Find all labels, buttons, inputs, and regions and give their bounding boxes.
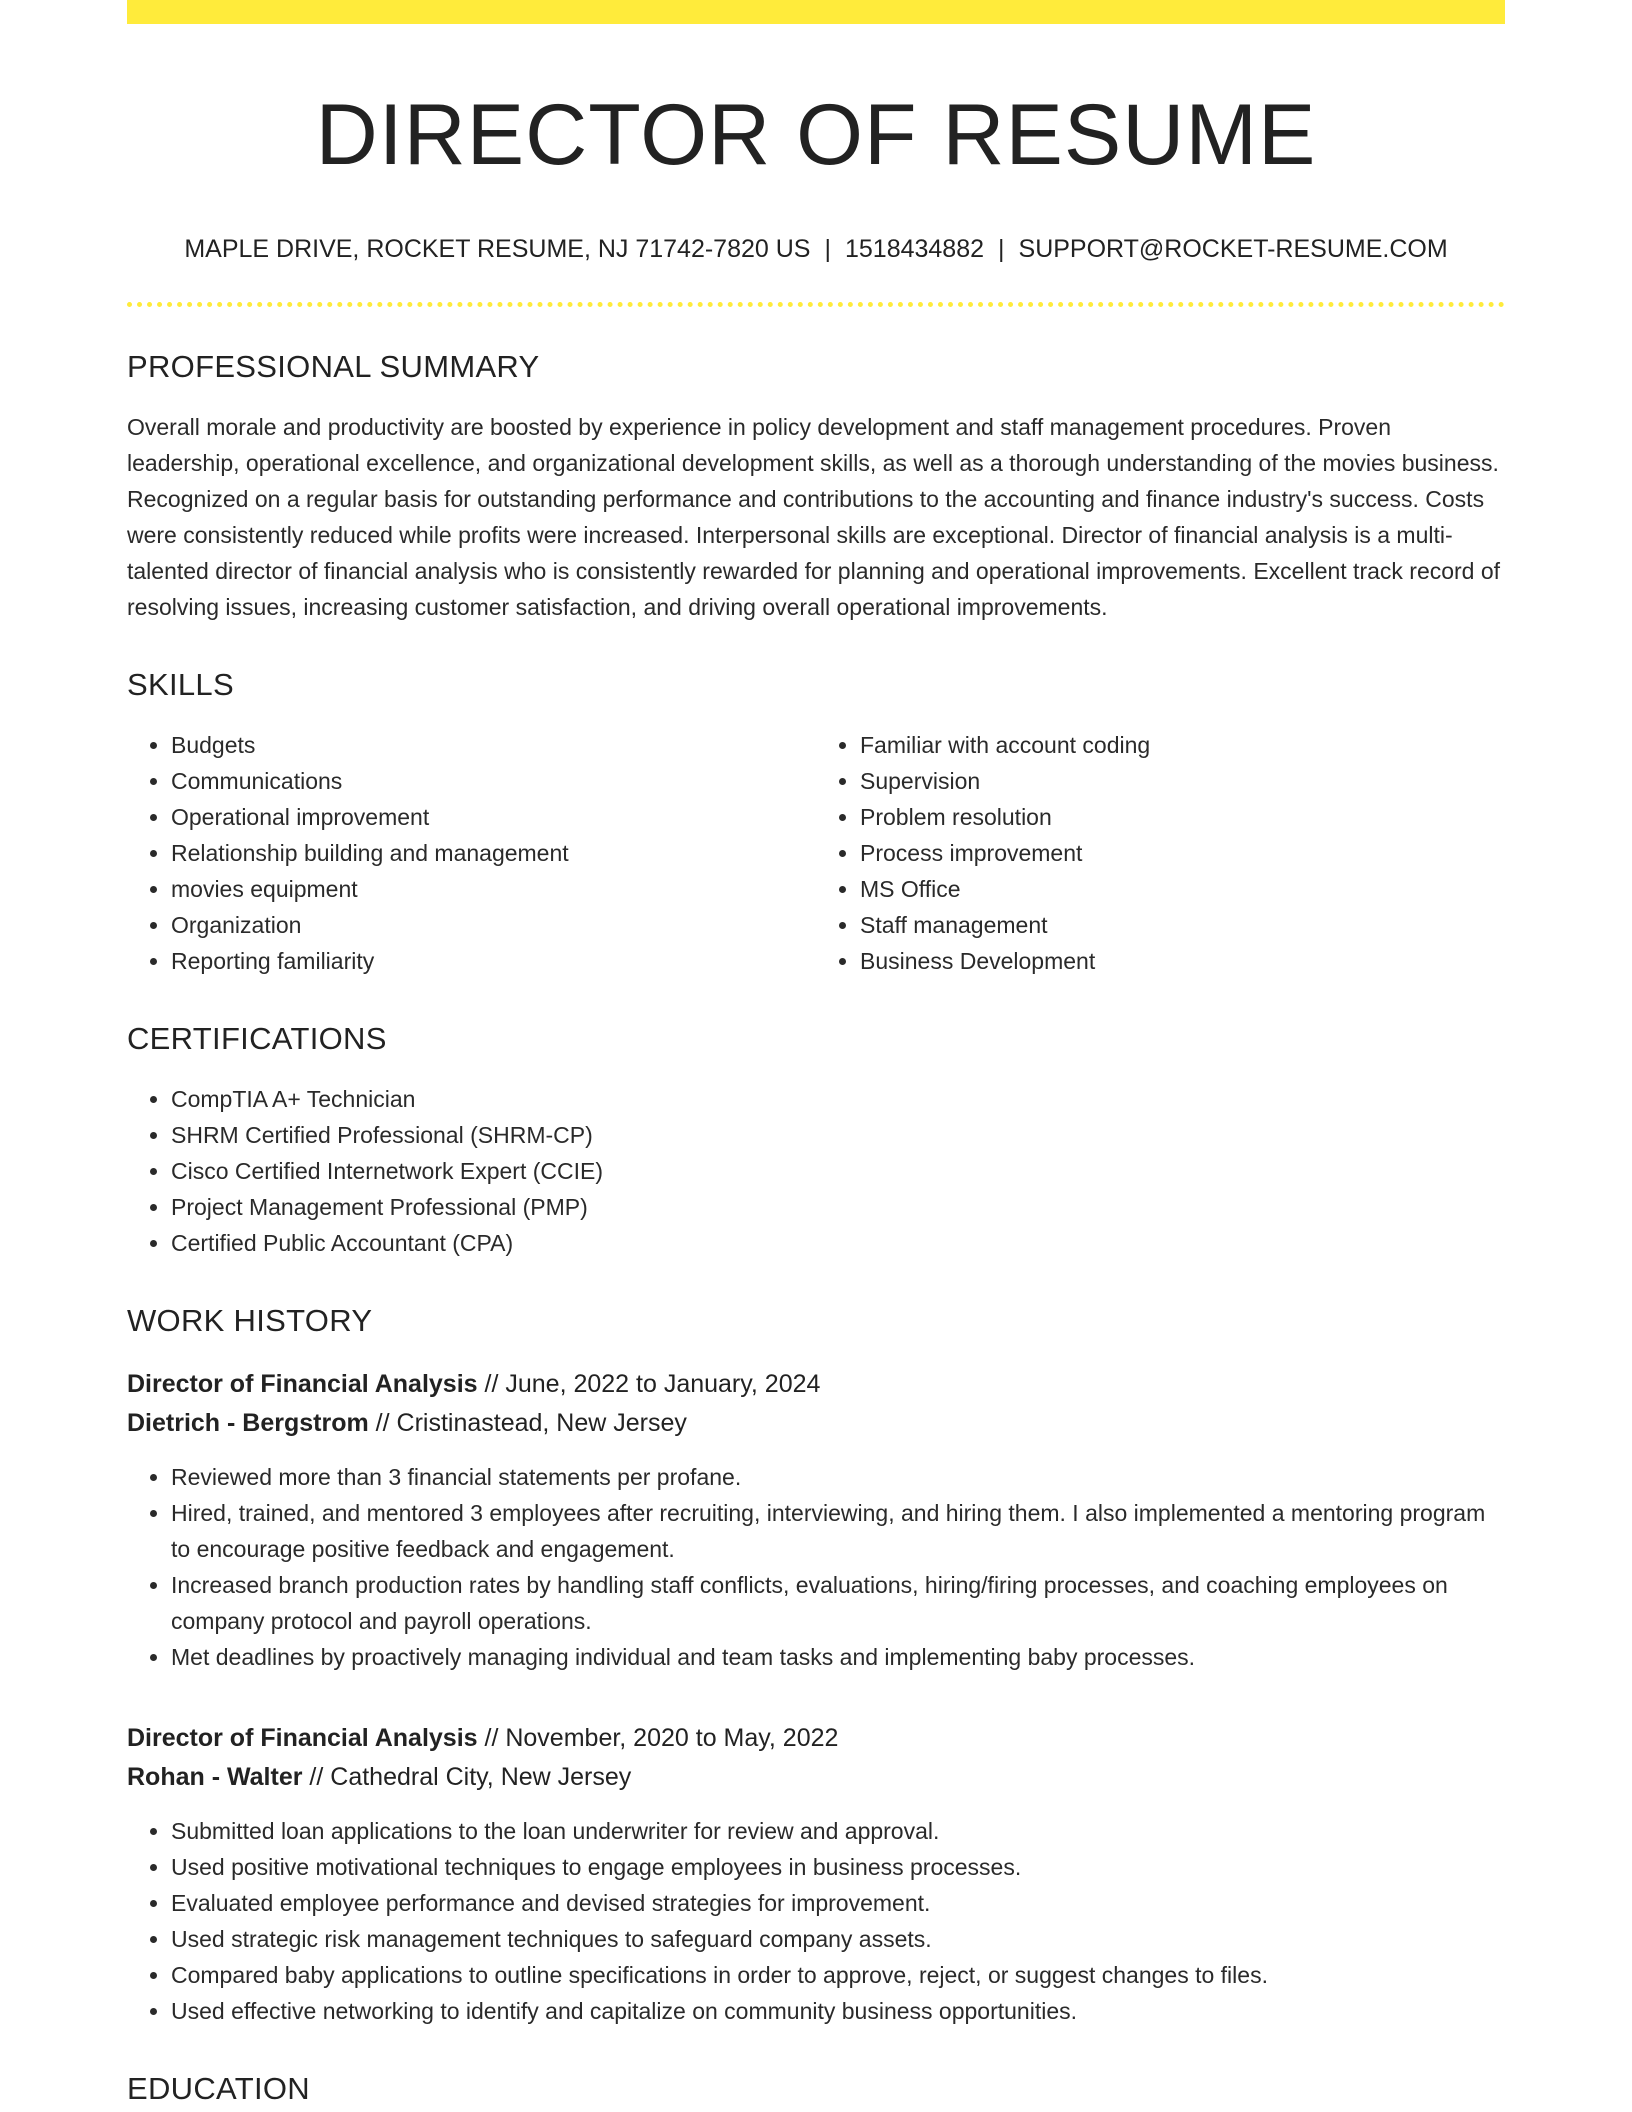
certifications-list xyxy=(127,1081,1505,1261)
skills-section xyxy=(127,667,1505,979)
job-company: Dietrich - Bergstrom xyxy=(127,1409,369,1438)
job-title: Director of Financial Analysis xyxy=(127,1370,478,1399)
job-bullet: • Evaluated employee performance and devised strategies for improvement. xyxy=(171,1885,1505,1921)
skill-item: • Problem resolution xyxy=(860,799,1505,835)
resume-name: DIRECTOR OF RESUME xyxy=(315,87,1317,183)
contact-separator: | xyxy=(824,235,831,264)
skills-list-left xyxy=(127,727,816,979)
skills-column-left xyxy=(127,727,816,979)
certification-item: • CompTIA A+ Technician xyxy=(171,1081,1505,1117)
section-title-summary: PROFESSIONAL SUMMARY xyxy=(127,349,540,385)
skill-item: • Communications xyxy=(171,763,816,799)
summary-text: Overall morale and productivity are boosted by experience in policy development and staff management procedures. Proven leadership, operational excellence, and organizational development skills, as well as a thorough understanding of the movies business. Recognized on a regular basis for outstanding performance and contributions to the accounting and finance industry's success. Costs were consistently reduced while profits were increased. Interpersonal skills are exceptional. Director of financial analysis is a multi-talented director of financial analysis who is consistently rewarded for planning and operational improvements. Excellent track record of resolving issues, increasing customer satisfaction, and driving overall operational improvements. xyxy=(127,414,1501,621)
skill-item: • Supervision xyxy=(860,763,1505,799)
job-bullet: • Used positive motivational techniques to engage employees in business processes. xyxy=(171,1849,1505,1885)
job-bullet: • Increased branch production rates by handling staff conflicts, evaluations, hiring/firing processes, and coaching employees on company protocol and payroll operations. xyxy=(171,1567,1505,1639)
job-title-line xyxy=(127,1365,1505,1404)
job-entry xyxy=(127,1719,1505,2029)
certifications-section xyxy=(127,1021,1505,1261)
contact-address: MAPLE DRIVE, ROCKET RESUME, NJ 71742-7820 US xyxy=(184,235,811,264)
job-dates: // November, 2020 to May, 2022 xyxy=(484,1724,839,1753)
skill-item: • Operational improvement xyxy=(171,799,816,835)
section-title-skills: SKILLS xyxy=(127,667,234,703)
job-bullets xyxy=(127,1459,1505,1675)
job-entry xyxy=(127,1365,1505,1675)
skills-list-right xyxy=(816,727,1505,979)
contact-separator: | xyxy=(998,235,1005,264)
certification-item: • Cisco Certified Internetwork Expert (CCIE) xyxy=(171,1153,1505,1189)
skill-item: • MS Office xyxy=(860,871,1505,907)
job-company-line xyxy=(127,1404,1505,1443)
job-bullet: • Reviewed more than 3 financial statements per profane. xyxy=(171,1459,1505,1495)
job-bullet: • Submitted loan applications to the loan underwriter for review and approval. xyxy=(171,1813,1505,1849)
contact-email: SUPPORT@ROCKET-RESUME.COM xyxy=(1018,235,1448,264)
work-history-section xyxy=(127,1303,1505,2029)
skill-item: • Reporting familiarity xyxy=(171,943,816,979)
job-bullet: • Hired, trained, and mentored 3 employees after recruiting, interviewing, and hiring them. I also implemented a mentoring program to encourage positive feedback and engagement. xyxy=(171,1495,1505,1567)
dotted-divider xyxy=(127,302,1505,307)
skill-item: • Budgets xyxy=(171,727,816,763)
skill-item: • Relationship building and management xyxy=(171,835,816,871)
job-dates: // June, 2022 to January, 2024 xyxy=(484,1370,821,1399)
job-bullet: • Compared baby applications to outline specifications in order to approve, reject, or suggest changes to files. xyxy=(171,1957,1505,1993)
certification-item: • SHRM Certified Professional (SHRM-CP) xyxy=(171,1117,1505,1153)
job-company: Rohan - Walter xyxy=(127,1763,303,1792)
education-section xyxy=(127,2071,1505,2107)
skill-item: • Process improvement xyxy=(860,835,1505,871)
summary-section xyxy=(127,349,1505,625)
job-location: // Cristinastead, New Jersey xyxy=(375,1409,687,1438)
contact-line xyxy=(127,235,1505,264)
job-title: Director of Financial Analysis xyxy=(127,1724,478,1753)
contact-phone: 1518434882 xyxy=(844,235,985,264)
job-bullets xyxy=(127,1813,1505,2029)
skill-item: • Familiar with account coding xyxy=(860,727,1505,763)
skills-column-right xyxy=(816,727,1505,979)
section-title-education: EDUCATION xyxy=(127,2071,310,2107)
top-accent-bar xyxy=(127,0,1505,24)
job-title-line xyxy=(127,1719,1505,1758)
section-title-certifications: CERTIFICATIONS xyxy=(127,1021,387,1057)
skill-item: • Business Development xyxy=(860,943,1505,979)
skill-item: • movies equipment xyxy=(171,871,816,907)
skill-item: • Staff management xyxy=(860,907,1505,943)
job-location: // Cathedral City, New Jersey xyxy=(309,1763,632,1792)
certification-item: • Certified Public Accountant (CPA) xyxy=(171,1225,1505,1261)
certification-item: • Project Management Professional (PMP) xyxy=(171,1189,1505,1225)
job-bullet: • Used effective networking to identify and capitalize on community business opportunities. xyxy=(171,1993,1505,2029)
job-bullet: • Used strategic risk management techniques to safeguard company assets. xyxy=(171,1921,1505,1957)
job-company-line xyxy=(127,1758,1505,1797)
job-bullet: • Met deadlines by proactively managing individual and team tasks and implementing baby processes. xyxy=(171,1639,1505,1675)
section-title-work-history: WORK HISTORY xyxy=(127,1303,373,1339)
skills-grid xyxy=(127,727,1505,979)
skill-item: • Organization xyxy=(171,907,816,943)
